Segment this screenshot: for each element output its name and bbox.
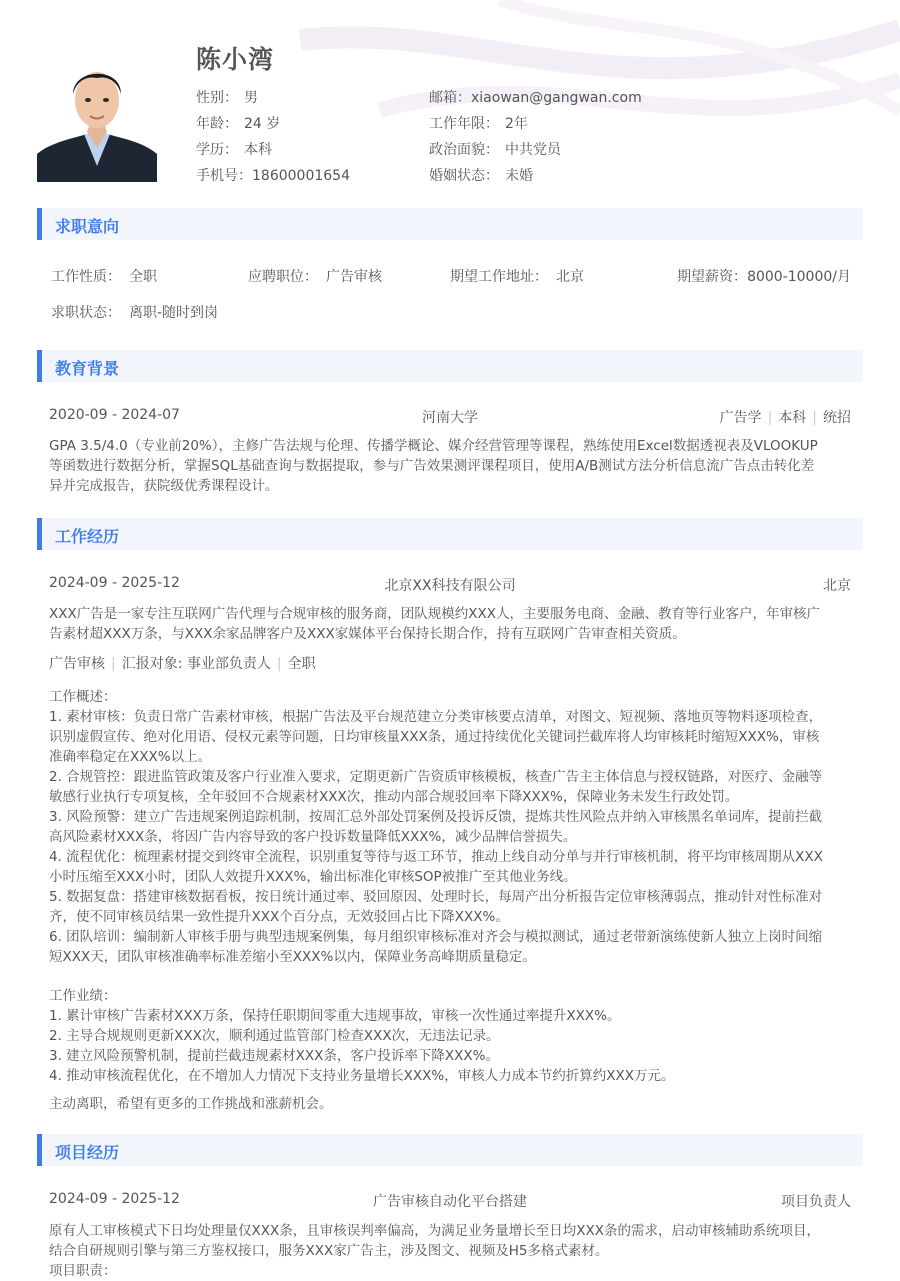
work-summary: 工作概述： 1. 素材审核：负责日常广告素材审核，根据广告法及平台规范建立分类审核要点清单，对图文、短视频、落地页等物料逐项检查， 识别虚假宣传、绝对化用语、侵权元素等问题，日均审核量XXX条，通过持续优化关键词拦截库将人均审核耗时缩短XXX%，审核 准确率稳定在XXX%以上。 2. 合规管控：跟进监管政策及客户行业准入要求，定期更新广告资质审核模板，核查广告主主体信息与授权链路，对医疗、金融等 敏感行业执行专项复核，全年驳回不合规素材XXX次，推动内部合规驳回率下降XXX%，保障业务未发生行政处罚。 3. 风险预警：建立广告违规案例追踪机制，按周汇总外部处罚案例及投诉反馈，提炼共性风险点并纳入审核黑名单词库，提前拦截 高风险素材XXX条，将因广告内容导致的客户投诉数量降低XXX%，减少品牌信誉损失。 4. 流程优化：梳理素材提交到终审全流程，识别重复等待与返工环节，推动上线自动分单与并行审核机制，将平均审核周期从XXX 小时压缩至XXX小时，团队人效提升XXX%，输出标准化审核SOP被推广至其他业务线。 5. 数据复盘：搭建审核数据看板，按日统计通过率、驳回原因、处理时长，每周产出分析报告定位审核薄弱点，推动针对性标准对 齐，使不同审核员结果一致性提升XXX个百分点，无效驳回占比下降XXX%。 6. 团队培训：编制新人审核手册与典型违规案例集，每月组织审核标准对齐会与模拟测试，通过老带新演练使新人独立上岗时间缩 短XXX天，团队审核准确率标准差缩小至XXX%以内，保障业务高峰期质量稳定。 — [49, 687, 854, 967]
age-field: 年龄： 24 岁 — [196, 116, 281, 132]
location-field: 期望工作地址： 北京 — [450, 269, 584, 285]
section-accent-bar — [37, 1134, 42, 1166]
political-status-field: 政治面貌： 中共党员 — [429, 142, 561, 158]
education-field: 学历： 本科 — [196, 142, 272, 158]
work-period: 2024-09 - 2025-12 — [49, 575, 180, 591]
work-years-field: 工作年限： 2年 — [429, 116, 528, 132]
project-role: 项目负责人 — [781, 1194, 851, 1210]
position-field: 应聘职位： 广告审核 — [248, 269, 382, 285]
section-header-education — [37, 350, 863, 382]
section-header-project — [37, 1134, 863, 1166]
candidate-name: 陈小湾 — [196, 45, 275, 74]
section-header-work — [37, 518, 863, 550]
company-description: XXX广告是一家专注互联网广告代理与合规审核的服务商，团队规模约XXX人，主要服务电商、金融、教育等行业客户，年审核广 告素材超XXX万条，与XXX余家品牌客户及XXX家媒体平台保持长期合作，持有互联网广告审查相关资质。 — [49, 606, 820, 642]
project-description: 原有人工审核模式下日均处理量仅XXX条，且审核误判率偏高，为满足业务量增长至日均XXX条的需求，启动审核辅助系统项目， 结合自研规则引擎与第三方鉴权接口，服务XXX家广告主，涉及图文、视频及H5多格式素材。 项目职责： — [49, 1221, 854, 1281]
education-description: GPA 3.5/4.0（专业前20%），主修广告法规与伦理、传播学概论、媒介经营管理等课程，熟练使用Excel数据透视表及VLOOKUP 等函数进行数据分析，掌握SQL基础查询与数据提取，参与广告效果测评课程项目，使用A/B测试方法分析信息流广告点击转化差 异并完成报告，获院级优秀课程设计。 — [49, 438, 818, 494]
education-period: 2020-09 - 2024-07 — [49, 407, 180, 423]
section-title: 教育背景 — [55, 359, 120, 378]
project-duties-title: 项目职责： — [49, 1263, 117, 1279]
work-tags: 广告审核 | 汇报对象: 事业部负责人 | 全职 — [49, 656, 316, 672]
section-accent-bar — [37, 350, 42, 382]
company-name: 北京XX科技有限公司 — [384, 578, 516, 594]
work-city: 北京 — [823, 578, 851, 594]
section-accent-bar — [37, 208, 42, 240]
email-field: 邮箱：xiaowan@gangwan.com — [429, 90, 642, 106]
avatar — [37, 50, 157, 182]
section-title: 工作经历 — [55, 527, 120, 546]
education-tags: 广告学 | 本科 | 统招 — [719, 410, 851, 426]
job-status-field: 求职状态： 离职-随时到岗 — [51, 305, 219, 321]
section-title: 求职意向 — [55, 217, 120, 236]
work-summary-title: 工作概述： — [49, 689, 117, 705]
gender-field: 性别： 男 — [196, 90, 258, 106]
section-accent-bar — [37, 518, 42, 550]
phone-field: 手机号：18600001654 — [196, 168, 350, 184]
work-results: 工作业绩： 1. 累计审核广告素材XXX万条，保持任职期间零重大违规事故，审核一次性通过率提升XXX%。 2. 主导合规规则更新XXX次，顺利通过监管部门检查XXX次，无违法记录。 3. 建立风险预警机制，提前拦截违规素材XXX条，客户投诉率下降XXX%。 4. 推动审核流程优化，在不增加人力情况下支持业务量增长XXX%，审核人力成本节约折算约XXX万元。 — [49, 986, 854, 1086]
section-title: 项目经历 — [55, 1143, 120, 1162]
project-name: 广告审核自动化平台搭建 — [373, 1194, 527, 1210]
marital-status-field: 婚姻状态： 未婚 — [429, 168, 533, 184]
work-results-title: 工作业绩： — [49, 988, 117, 1004]
salary-field: 期望薪资：8000-10000/月 — [677, 269, 851, 285]
project-period: 2024-09 - 2025-12 — [49, 1191, 180, 1207]
job-type-field: 工作性质： 全职 — [51, 269, 157, 285]
school-name: 河南大学 — [422, 410, 478, 426]
leave-reason: 主动离职，希望有更多的工作挑战和涨薪机会。 — [49, 1096, 333, 1112]
section-header-intention — [37, 208, 863, 240]
